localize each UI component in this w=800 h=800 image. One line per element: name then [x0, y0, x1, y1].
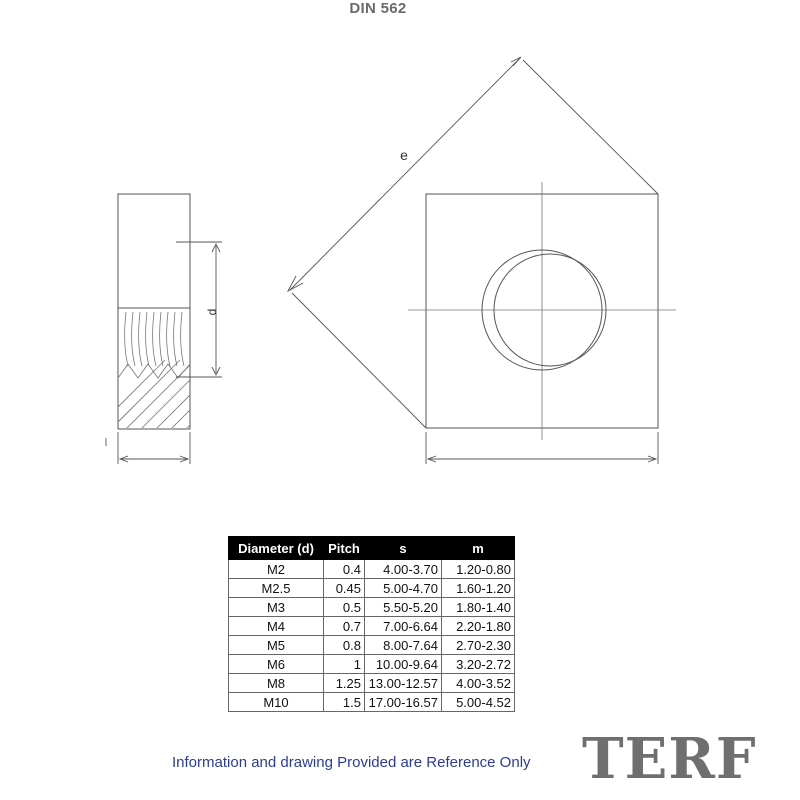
table-row [229, 636, 515, 655]
page-title: DIN 562 [349, 0, 407, 17]
side-view-outline [118, 194, 190, 429]
cell-s: 7.00-6.64 [365, 617, 442, 636]
section-hatch [85, 360, 255, 440]
cell-pitch: 1.25 [324, 674, 365, 693]
brand-logo: TERF [582, 726, 757, 792]
cell-s: 13.00-12.57 [365, 674, 442, 693]
table-row [229, 560, 515, 579]
cell-diameter: M6 [229, 655, 324, 674]
header-m: m [442, 537, 515, 560]
cell-s: 5.50-5.20 [365, 598, 442, 617]
cell-diameter: M8 [229, 674, 324, 693]
cell-m: 2.70-2.30 [442, 636, 515, 655]
cell-s: 10.00-9.64 [365, 655, 442, 674]
cell-diameter: M4 [229, 617, 324, 636]
table-row [229, 693, 515, 712]
cell-diameter: M2 [229, 560, 324, 579]
table-header-row [229, 537, 515, 560]
cell-s: 17.00-16.57 [365, 693, 442, 712]
thread-profile [118, 312, 190, 378]
cell-m: 4.00-3.52 [442, 674, 515, 693]
cell-pitch: 1.5 [324, 693, 365, 712]
side-view [85, 194, 255, 464]
cell-s: 4.00-3.70 [365, 560, 442, 579]
table-row [229, 617, 515, 636]
reference-disclaimer: Information and drawing Provided are Reference Only [172, 754, 531, 771]
cell-diameter: M10 [229, 693, 324, 712]
cell-pitch: 0.45 [324, 579, 365, 598]
dimension-m [106, 432, 190, 464]
table-row [229, 579, 515, 598]
cell-m: 2.20-1.80 [442, 617, 515, 636]
header-diameter: Diameter (d) [229, 537, 324, 560]
cell-pitch: 0.5 [324, 598, 365, 617]
table-row [229, 655, 515, 674]
cell-pitch: 0.8 [324, 636, 365, 655]
cell-m: 1.20-0.80 [442, 560, 515, 579]
cell-m: 1.80-1.40 [442, 598, 515, 617]
cell-pitch: 1 [324, 655, 365, 674]
dim-d-label: d [205, 308, 219, 316]
cell-diameter: M2.5 [229, 579, 324, 598]
cell-s: 8.00-7.64 [365, 636, 442, 655]
header-pitch: Pitch [324, 537, 365, 560]
cell-m: 1.60-1.20 [442, 579, 515, 598]
cell-m: 5.00-4.52 [442, 693, 515, 712]
table-row [229, 674, 515, 693]
dimension-table [228, 536, 515, 712]
cell-s: 5.00-4.70 [365, 579, 442, 598]
cell-diameter: M3 [229, 598, 324, 617]
front-view [288, 57, 676, 464]
header-s: s [365, 537, 442, 560]
cell-pitch: 0.7 [324, 617, 365, 636]
cell-diameter: M5 [229, 636, 324, 655]
table-row [229, 598, 515, 617]
dimension-e [288, 57, 658, 428]
dim-e-label: e [400, 147, 408, 163]
cell-pitch: 0.4 [324, 560, 365, 579]
cell-m: 3.20-2.72 [442, 655, 515, 674]
